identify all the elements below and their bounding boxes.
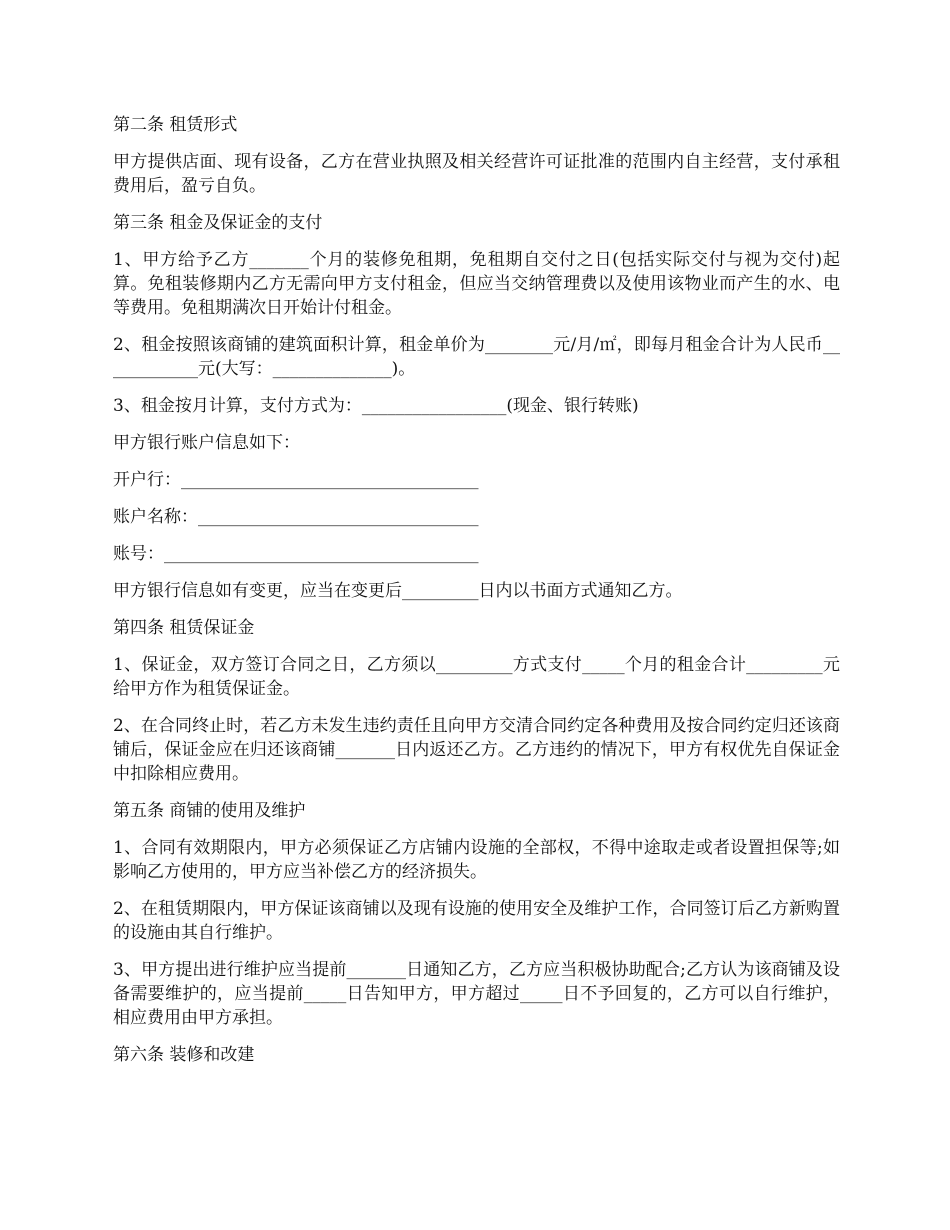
article-4-heading: 第四条 租赁保证金 (113, 618, 255, 638)
article-6-heading: 第六条 装修和改建 (113, 1045, 255, 1065)
article-3-clause-3: 3、租金按月计算，支付方式为：_________________(现金、银行转账) (113, 396, 639, 416)
bank-change-notice: 甲方银行信息如有变更，应当在变更后_________日内以书面方式通知乙方。 (113, 581, 683, 601)
account-name-field: 账户名称：_________________________________ (113, 507, 479, 527)
article-5-heading: 第五条 商铺的使用及维护 (113, 801, 306, 821)
article-5-clause-3: 3、甲方提出进行维护应当提前_______日通知乙方，乙方应当积极协助配合;乙方认为该商铺及设备需要维护的，应当提前_____日告知甲方，甲方超过_____日不予回复的，乙方可以自行维护，相应费用由甲方承担。 (113, 960, 840, 1028)
bank-info-intro: 甲方银行账户信息如下： (113, 433, 300, 453)
bank-branch-field: 开户行：___________________________________ (113, 470, 479, 490)
article-2-heading: 第二条 租赁形式 (113, 115, 238, 135)
contract-page (113, 113, 840, 1080)
article-2-paragraph: 甲方提供店面、现有设备，乙方在营业执照及相关经营许可证批准的范围内自主经营，支付承租费用后，盈亏自负。 (113, 152, 840, 196)
article-3-clause-2: 2、租金按照该商铺的建筑面积计算，租金单价为________元/月/㎡，即每月租金合计为人民币____________元(大写：______________)。 (113, 335, 840, 379)
account-number-field: 账号：_____________________________________ (113, 544, 479, 564)
article-4-clause-1: 1、保证金，双方签订合同之日，乙方须以_________方式支付_____个月的租金合计_________元给甲方作为租赁保证金。 (113, 655, 840, 699)
article-4-clause-2: 2、在合同终止时，若乙方未发生违约责任且向甲方交清合同约定各种费用及按合同约定归还该商铺后，保证金应在归还该商铺_______日内返还乙方。乙方违约的情况下，甲方有权优先自保证金中扣除相应费用。 (113, 716, 840, 784)
article-5-clause-2: 2、在租赁期限内，甲方保证该商铺以及现有设施的使用安全及维护工作，合同签订后乙方新购置的设施由其自行维护。 (113, 899, 840, 943)
article-3-heading: 第三条 租金及保证金的支付 (113, 213, 323, 233)
article-5-clause-1: 1、合同有效期限内，甲方必须保证乙方店铺内设施的全部权，不得中途取走或者设置担保等;如影响乙方使用的，甲方应当补偿乙方的经济损失。 (113, 838, 840, 882)
article-3-clause-1: 1、甲方给予乙方_______个月的装修免租期，免租期自交付之日(包括实际交付与视为交付)起算。免租装修期内乙方无需向甲方支付租金，但应当交纳管理费以及使用该物业而产生的水、电等费用。免租期满次日开始计付租金。 (113, 250, 840, 318)
